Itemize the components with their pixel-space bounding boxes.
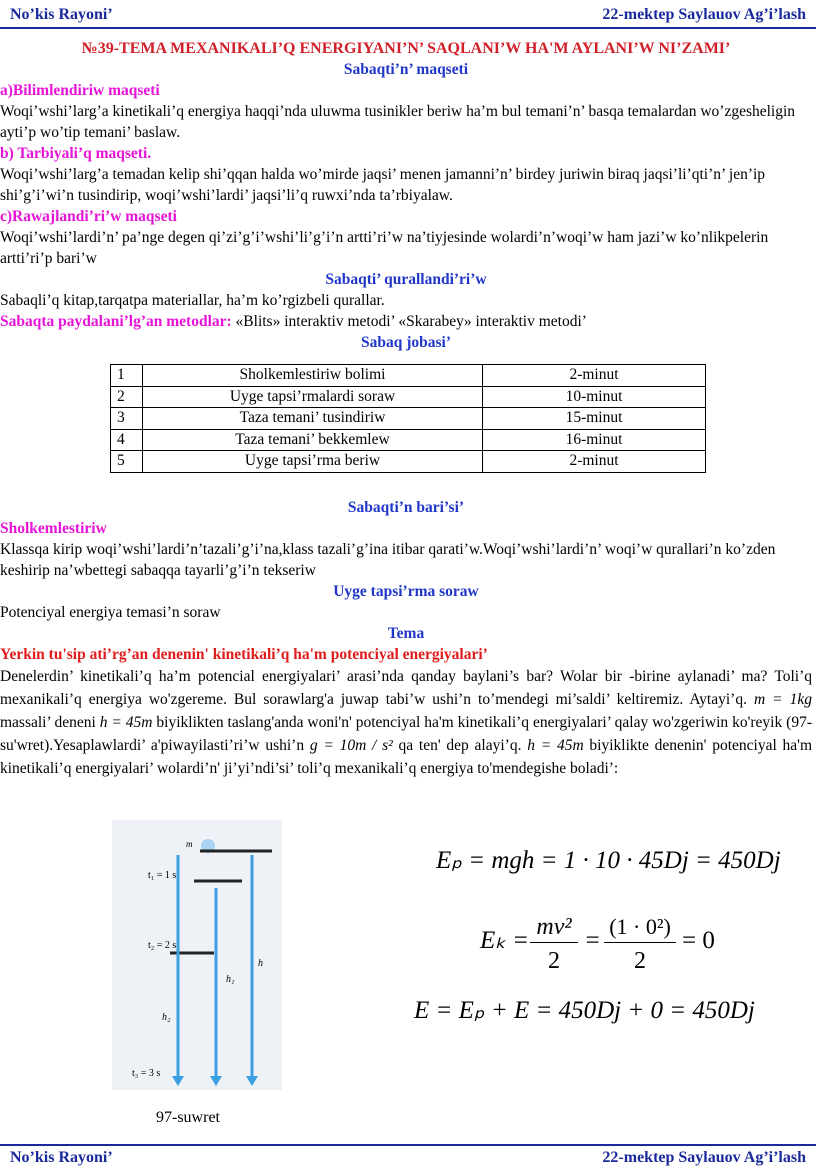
row-step: Sholkemlestiriw bolimi <box>143 365 483 387</box>
mass-label: m <box>186 839 193 849</box>
table-row <box>111 365 706 387</box>
lesson-title: №39-TEMA MEXANIKALI’Q ENERGIYANI’N’ SAQLANI’W HA'M AYLANI’W NI’ZAMI’ <box>81 40 731 57</box>
kinetic-numerator-1: mv² <box>530 912 578 943</box>
row-time: 2-minut <box>483 365 706 387</box>
row-step: Uyge tapsi’rma beriw <box>143 451 483 473</box>
organization-text: Klassqa kirip woqi’wshi’lardi’n’tazali’g’i’na,klass tazali’g’ina itibar qarati’w.Woqi’wshi’lardi’n’ woqi’w qurallari’n ko’zden keshirip na’wbettegi sabaqqa tayarli’g’i’n tekseriw <box>0 540 776 579</box>
organization-heading: Sholkemlestiriw <box>0 519 107 537</box>
homework-text: Potenciyal energiya temasi’n soraw <box>0 603 221 621</box>
falling-body-figure <box>112 820 282 1090</box>
potential-energy-formula: Eₚ = mgh = 1 · 10 · 45Dj = 450Dj <box>436 847 781 874</box>
total-energy-formula: E = Eₚ + E = 450Dj + 0 = 450Dj <box>414 997 755 1024</box>
row-step: Taza temani’ tusindiriw <box>143 408 483 430</box>
row-step: Uyge tapsi’rmalardi soraw <box>143 386 483 408</box>
body-text-1: Denelerdin’ kinetikali’q ha’m potencial energiyalari’ arasi’nda qanday baylani’s bar? Wolar bir -birine aylanadi’ ma? Toli’q mexanikali’q energiya wo'zgereme. Bul sorawlarg'a juwap tabi’w ushi’n to’mendegi mi’saldi’ keltiremiz. Aytayi’q. <box>0 667 812 708</box>
equipment-heading: Sabaqti’ qurallandi’ri’w <box>325 271 487 288</box>
kinetic-denominator-1: 2 <box>548 948 560 974</box>
methods-line <box>0 311 812 332</box>
row-number: 2 <box>111 386 143 408</box>
kinetic-equals: = <box>584 927 601 954</box>
goal-c-heading: c)Rawajlandi’ri’w maqseti <box>0 208 177 225</box>
page-footer <box>0 1147 816 1169</box>
goal-heading: Sabaqti’n’ maqseti <box>343 61 469 78</box>
body-paragraph <box>0 665 812 780</box>
topic-heading: Tema <box>387 624 425 642</box>
lesson-plan-table <box>110 364 706 473</box>
figure-caption: 97-suwret <box>156 1109 220 1126</box>
row-number: 4 <box>111 429 143 451</box>
goal-a-heading: a)Bilimlendiriw maqseti <box>0 82 160 99</box>
h1-label: h₁ <box>226 974 235 985</box>
body-text-2: massali’ deneni <box>0 713 100 731</box>
footer-divider <box>0 1144 816 1146</box>
body-text-4: qa ten' dep alayi’q. <box>392 736 522 754</box>
equipment-text: Sabaqli’q kitap,tarqatpa materiallar, ha’m ko’rgizbeli qurallar. <box>0 292 385 309</box>
methods-label: Sabaqta paydalani’lg’an metodlar: <box>0 313 232 330</box>
kinetic-energy-lhs: Eₖ = <box>480 927 530 954</box>
page-content <box>0 38 816 780</box>
row-time: 15-minut <box>483 408 706 430</box>
table-row <box>111 451 706 473</box>
homework-heading: Uyge tapsi’rma soraw <box>333 582 479 600</box>
goal-a-text: Woqi’wshi’larg’a kinetikali’q energiya haqqi’nda uluwma tusinikler beriw ha’m bul temani’n’ basqa temalardan wo’zgesheligin ayti’p wo’tip temani’ baslaw. <box>0 103 796 141</box>
row-number: 5 <box>111 451 143 473</box>
table-row <box>111 429 706 451</box>
page-header <box>0 0 816 26</box>
row-number: 1 <box>111 365 143 387</box>
row-time: 10-minut <box>483 386 706 408</box>
kinetic-rhs: = 0 <box>682 927 715 954</box>
row-time: 2-minut <box>483 451 706 473</box>
footer-left: No’kis Rayoni’ <box>10 1149 113 1166</box>
figure-background <box>112 820 282 1090</box>
h2-label: h₂ <box>162 1012 171 1023</box>
header-right: 22-mektep Saylauov Ag’i’lash <box>602 6 806 23</box>
plan-heading: Sabaq jobasi’ <box>360 334 452 351</box>
height-expression: h = 45m <box>99 713 153 731</box>
body-text-5: biyiklikte denenin' potenciyal ha'm kinetikali’q energiyalari’ wolardi’n' ji’yi’ndi’si’ toli’q mexanikali’q energiya to'mendegishe boladi’: <box>0 736 813 777</box>
header-left: No’kis Rayoni’ <box>10 6 113 23</box>
t1-label: t₁ = 1 s <box>148 870 177 881</box>
goal-b-text: Woqi’wshi’larg’a temadan kelip shi’qqan halda wo’mirde jaqsi’ menen jamanni’n’ birdey juriwin biraq jaqsi’li’qti’n’ jen’ip shi’g’i’wi’n tusindirip, woqi’wshi’lardi’ jaqsi’li’q ruwxi’nda ta’rbiyalaw. <box>0 166 766 204</box>
t2-label: t₂ = 2 s <box>148 940 177 951</box>
row-time: 16-minut <box>483 429 706 451</box>
kinetic-denominator-2: 2 <box>634 948 646 974</box>
t3-label: t₃ = 3 s <box>132 1068 161 1079</box>
table-row <box>111 408 706 430</box>
body-text-3: biyiklikten taslang'anda woni'n' potenciyal ha'm kinetikali’q energiyalari’ qalay wo'zgeriwin ko'reyik (97-su'wret).Yesaplawlardi’ a'piwayilasti’ri’w ushi’n <box>0 713 812 754</box>
goal-b-heading: b) Tarbiyali’q maqseti. <box>0 145 152 162</box>
footer-right: 22-mektep Saylauov Ag’i’lash <box>602 1149 806 1166</box>
kinetic-numerator-2: (1 · 0²) <box>604 912 676 943</box>
row-step: Taza temani’ bekkemlew <box>143 429 483 451</box>
course-heading: Sabaqti’n bari’si’ <box>347 498 465 516</box>
goal-c-text: Woqi’wshi’lardi’n’ pa’nge degen qi’zi’g’i’wshi’li’g’i’n artti’ri’w na’tiyjesinde wolardi’n’woqi’w ham jazi’w ko’nlikpelerin artti’ri’p bari’w <box>0 229 769 267</box>
falling-body-diagram <box>112 820 282 1090</box>
gravity-expression: g = 10m / s² <box>309 736 393 754</box>
header-divider <box>0 27 816 29</box>
height-expression-2: h = 45m <box>527 736 584 754</box>
table-row <box>111 386 706 408</box>
mass-expression: m = 1kg <box>753 690 812 708</box>
methods-text: «Blits» interaktiv metodi’ «Skarabey» interaktiv metodi’ <box>231 313 587 330</box>
row-number: 3 <box>111 408 143 430</box>
topic-title: Yerkin tu'sip ati’rg’an denenin' kinetikali’q ha'm potenciyal energiyalari’ <box>0 645 488 663</box>
h-label: h <box>258 958 263 969</box>
